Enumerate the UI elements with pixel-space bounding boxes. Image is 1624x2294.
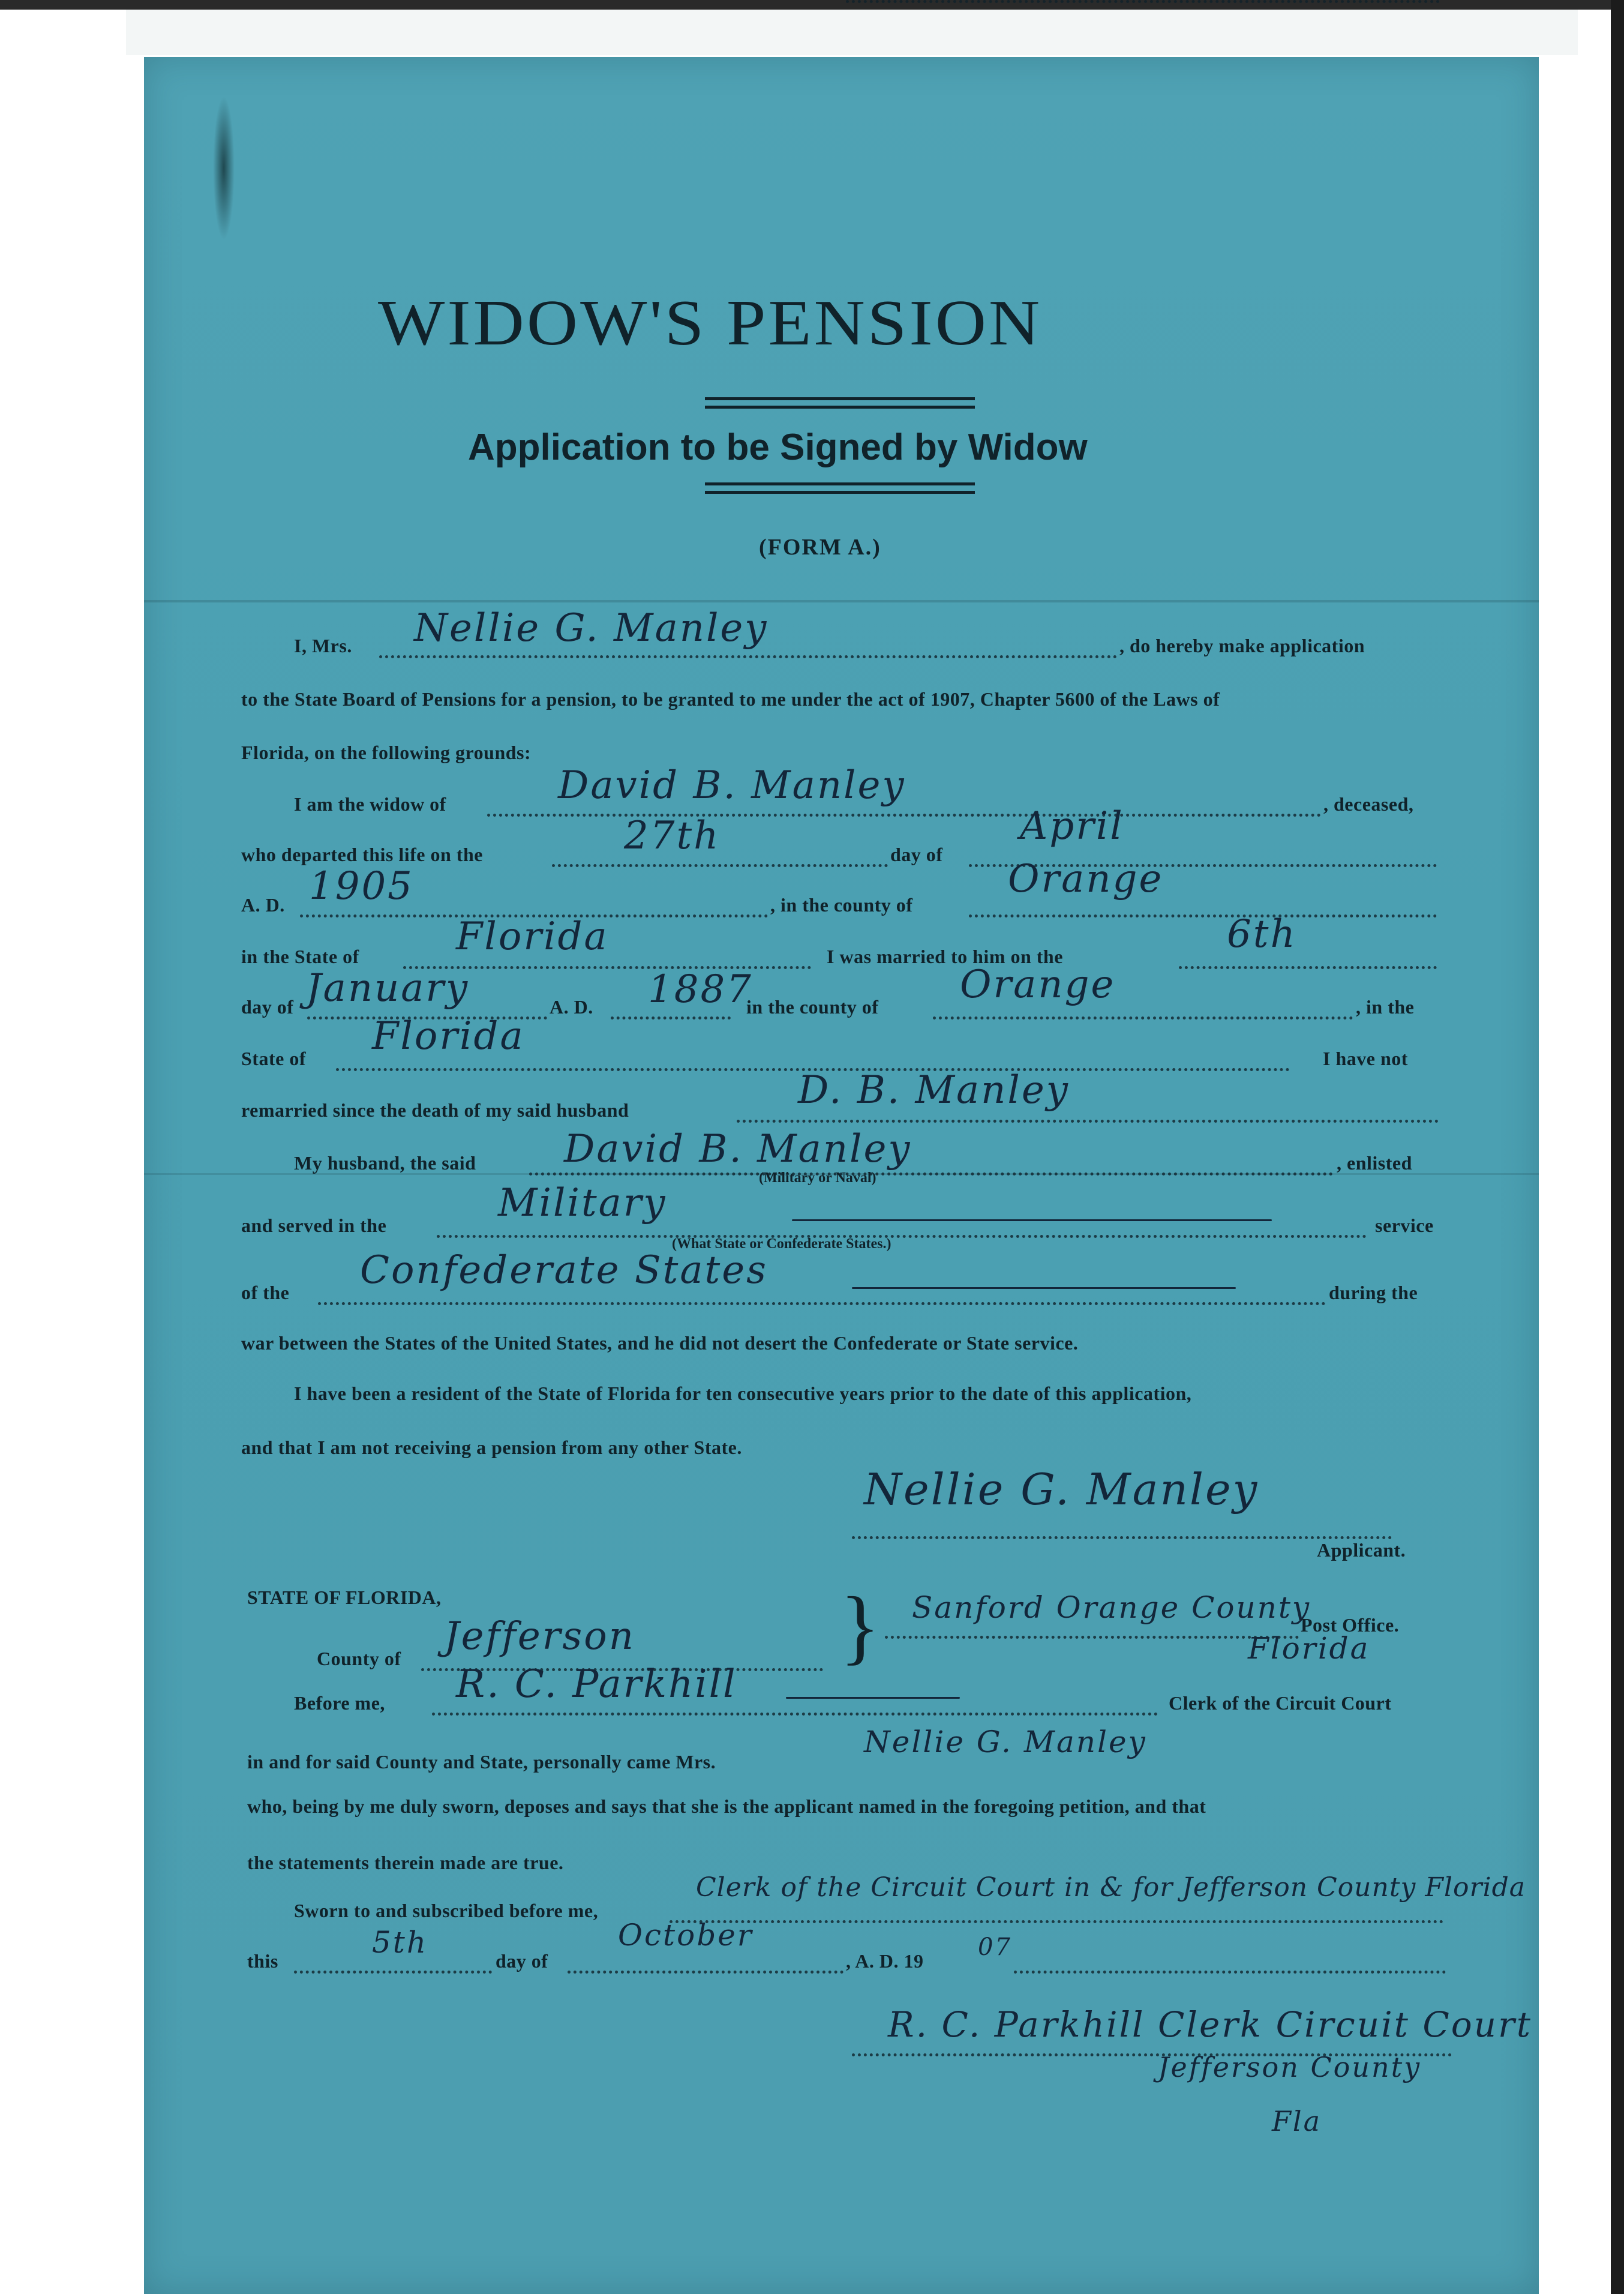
text-departed: who departed this life on the — [241, 844, 483, 865]
text-line: to the State Board of Pensions for a pension, to be granted to me under the act of 1907, Chapter 5600 of the Laws of — [241, 688, 1220, 710]
handwritten-served-for: Confederate States — [360, 1248, 768, 1293]
handwritten-married-day: 6th — [1227, 912, 1297, 956]
handwritten-death-month: April — [1020, 804, 1124, 848]
text-in-county: in the county of — [746, 996, 879, 1018]
handwritten-county: Jefferson — [444, 1614, 635, 1659]
blank-line — [885, 1636, 1299, 1639]
blank-line — [1014, 1971, 1446, 1974]
handwritten-came-mrs: Nellie G. Manley — [864, 1725, 1147, 1759]
handwritten-post-office: Sanford Orange County — [912, 1590, 1311, 1625]
text-clerk: Clerk of the Circuit Court — [1169, 1692, 1392, 1714]
text-deceased: , deceased, — [1323, 793, 1414, 815]
text-post-office: Post Office. — [1301, 1614, 1400, 1636]
text-line: the statements therein made are true. — [247, 1852, 564, 1873]
text-line: and that I am not receiving a pension from any other State. — [241, 1437, 742, 1458]
text-line: war between the States of the United States, and he did not desert the Confederate or State service. — [241, 1332, 1079, 1354]
text-served-in: and served in the — [241, 1215, 387, 1236]
handwritten-post-office-state: Florida — [1248, 1631, 1370, 1666]
handwritten-married-county: Orange — [960, 962, 1116, 1007]
text-have-not: I have not — [1323, 1048, 1408, 1069]
handwritten-clerk-county: Jefferson County — [1158, 2051, 1422, 2083]
blank-line — [737, 1120, 1439, 1123]
handwritten-sworn-before: Clerk of the Circuit Court in & for Jefferson County Florida — [696, 1872, 1526, 1903]
text-i-mrs: I, Mrs. — [294, 635, 352, 656]
blank-line — [568, 1971, 843, 1974]
handwritten-married-year: 1887 — [648, 967, 753, 1012]
text-ad: A. D. — [241, 894, 285, 916]
handwritten-sworn-year: 07 — [978, 1933, 1012, 1961]
handwritten-sworn-month: October — [618, 1918, 754, 1953]
text-military-naval: (Military or Naval) — [759, 1170, 876, 1186]
blank-line — [294, 1971, 492, 1974]
text-married-on: I was married to him on the — [827, 946, 1063, 967]
signature-line — [852, 1536, 1392, 1539]
text-remarried: remarried since the death of my said husband — [241, 1099, 629, 1121]
text-day-of: day of — [241, 996, 294, 1018]
text-make-application: , do hereby make application — [1119, 635, 1365, 656]
document-title: WIDOW'S PENSION — [378, 286, 1043, 359]
text-in-the: , in the — [1356, 996, 1415, 1018]
text-applicant: Applicant. — [1317, 1539, 1406, 1561]
title-rule — [705, 397, 975, 400]
subtitle-rule — [705, 491, 975, 494]
handwritten-death-day: 27th — [624, 814, 721, 858]
blank-line — [318, 1302, 1326, 1305]
pen-stroke — [786, 1697, 960, 1699]
text-county-of: County of — [317, 1648, 401, 1669]
title-rule — [705, 406, 975, 409]
subtitle-rule — [705, 482, 975, 485]
handwritten-clerk-state: Fla — [1272, 2105, 1322, 2137]
handwritten-husband-name-2: David B. Manley — [564, 1127, 912, 1171]
fold-line — [144, 600, 1539, 602]
text-line: Florida, on the following grounds: — [241, 742, 532, 763]
text-widow-of: I am the widow of — [294, 793, 446, 815]
bracket-brace: } — [840, 1580, 881, 1673]
handwritten-sworn-day: 5th — [372, 1925, 428, 1960]
blank-line — [379, 655, 1117, 658]
handwritten-married-month: January — [306, 966, 470, 1010]
text-line: I have been a resident of the State of Florida for ten consecutive years prior to the date of this application, — [294, 1383, 1192, 1404]
text-before-me: Before me, — [294, 1692, 385, 1714]
handwritten-clerk-signature: R. C. Parkhill Clerk Circuit Court — [888, 2004, 1533, 2045]
text-state-of: State of — [241, 1048, 306, 1069]
handwritten-death-state: Florida — [456, 914, 609, 959]
handwritten-applicant-name: Nellie G. Manley — [414, 606, 769, 650]
text-what-state: (What State or Confederate States.) — [672, 1236, 891, 1252]
document-subtitle: Application to be Signed by Widow — [468, 427, 1088, 468]
text-ad: , A. D. 19 — [846, 1950, 924, 1972]
pen-stroke — [792, 1219, 1272, 1221]
text-this: this — [247, 1950, 278, 1972]
handwritten-death-county: Orange — [1008, 857, 1164, 901]
text-day-of: day of — [496, 1950, 548, 1972]
handwritten-remarried-note: D. B. Manley — [798, 1068, 1070, 1112]
text-of-the: of the — [241, 1282, 290, 1303]
blank-line — [969, 914, 1437, 917]
text-in-county: , in the county of — [770, 894, 913, 916]
pen-stroke — [852, 1287, 1236, 1289]
blank-line — [487, 814, 1321, 817]
text-line: who, being by me duly sworn, deposes and says that she is the applicant named in the foregoing petition, and that — [247, 1795, 1206, 1817]
text-ad: A. D. — [550, 996, 593, 1018]
blank-line — [670, 1920, 1443, 1923]
blank-line — [933, 1016, 1353, 1019]
blank-line — [1179, 966, 1437, 969]
handwritten-husband-name: David B. Manley — [558, 763, 906, 808]
text-personally-came: in and for said County and State, personally came Mrs. — [247, 1751, 716, 1773]
paper-top-strip — [126, 10, 1578, 55]
ink-stain — [213, 96, 235, 240]
text-state-of-florida: STATE OF FLORIDA, — [247, 1587, 442, 1608]
handwritten-clerk-name: R. C. Parkhill — [456, 1662, 737, 1707]
blank-line — [611, 1016, 731, 1019]
blank-line — [529, 1173, 1333, 1176]
form-label: (FORM A.) — [759, 535, 881, 560]
blank-line — [432, 1713, 1158, 1716]
scan-right-border — [1611, 0, 1624, 2294]
text-enlisted: , enlisted — [1337, 1152, 1412, 1174]
text-day-of: day of — [890, 844, 943, 865]
handwritten-service-type: Military — [498, 1181, 667, 1225]
text-in-state: in the State of — [241, 946, 359, 967]
text-service: service — [1375, 1215, 1434, 1236]
text-my-husband: My husband, the said — [294, 1152, 476, 1174]
handwritten-signature: Nellie G. Manley — [864, 1464, 1259, 1515]
blank-line — [846, 0, 1440, 3]
text-during-the: during the — [1329, 1282, 1418, 1303]
blank-line — [437, 1235, 1367, 1238]
handwritten-death-year: 1905 — [309, 864, 414, 908]
handwritten-married-state: Florida — [372, 1014, 525, 1058]
blank-line — [552, 864, 888, 867]
text-sworn-to: Sworn to and subscribed before me, — [294, 1900, 599, 1921]
